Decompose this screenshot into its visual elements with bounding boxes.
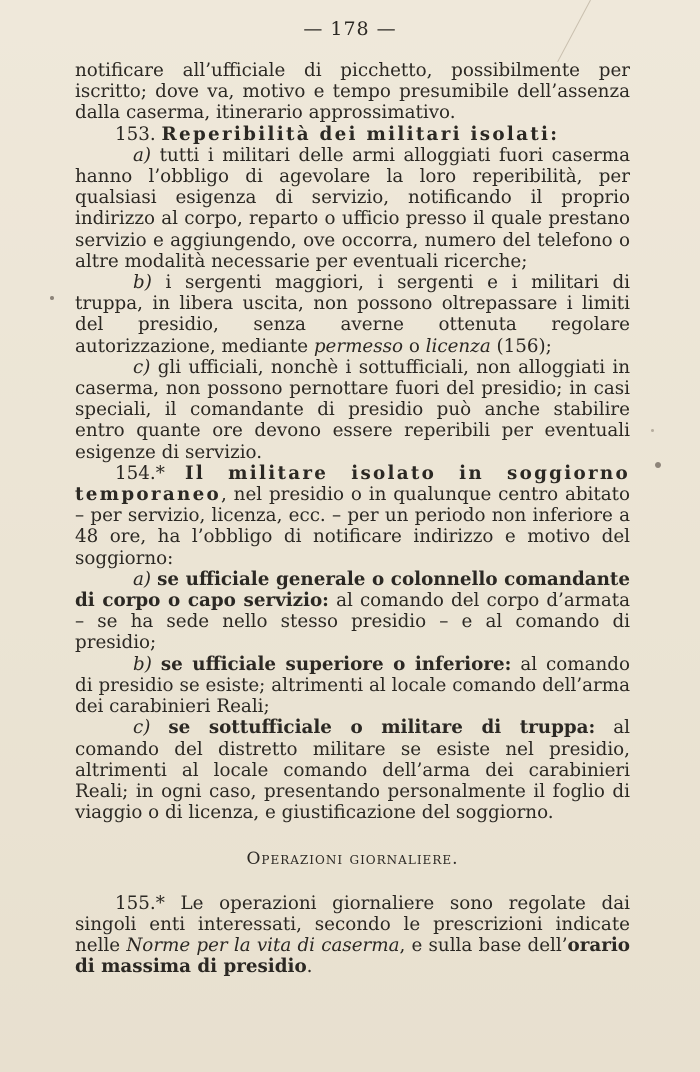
body-text (75, 60, 630, 977)
section-number: 155.* (115, 892, 165, 914)
item-text: al comando del distretto militare se esiste nel presidio, altrimenti al locale comando dell’arma dei carabinieri Reali; in ogni caso, presentando personalmente il foglio di viaggio o di licenza, e giustificazione del soggiorno. (75, 717, 630, 824)
item-bold: se sottufficiale o militare di truppa: (168, 717, 596, 739)
section-text: . (306, 956, 313, 978)
item-marker: c) (133, 717, 151, 739)
item-text: tutti i militari delle armi alloggiati fuori caserma hanno l’obbligo di agevolare la loro reperibilità, per qualsiasi esigenza di servizio, notificando il proprio indirizzo al corpo, reparto o ufficio presso il quale prestano servizio e aggiungendo, ove occorra, numero del telefono o altre modalità necessarie per eventuali ricerche; (75, 144, 630, 272)
item-marker: b) (133, 272, 152, 294)
paper-spot (50, 296, 54, 300)
section-text: , e sulla base dell’ (399, 934, 568, 956)
item-text: i sergenti maggiori, i sergenti e i militari di truppa, in libera uscita, non possono oltrepassare i limiti del presidio, senza averne ottenuta regolare autorizzazione, mediante (75, 272, 630, 357)
emphasis-orario: orario di massima di presidio (75, 934, 630, 978)
item-bold: se ufficiale superiore o inferiore: (160, 653, 512, 675)
paragraph-continuation: notificare all’ufficiale di picchetto, possibilmente per iscritto; dove va, motivo e tempo presumibile dell’assenza dalla caserma, itinerario approssimativo. (75, 60, 630, 124)
section-number: 153. (115, 123, 156, 145)
item-text: (156); (490, 335, 552, 357)
section-155 (75, 893, 630, 978)
emphasis-licenza: licenza (425, 335, 491, 357)
section-153-item-c (75, 357, 630, 463)
section-153-heading (75, 124, 630, 145)
page-number: — 178 — (303, 18, 397, 40)
paper-spot (655, 462, 661, 468)
item-marker: a) (133, 568, 152, 590)
item-marker: b) (133, 653, 152, 675)
section-text: Le operazioni giornaliere sono regolate dai singoli enti interessati, secondo le prescrizioni indicate nelle (75, 892, 630, 956)
item-marker: c) (133, 356, 151, 378)
section-154 (75, 463, 630, 569)
section-heading: Operazioni giornaliere. (246, 849, 459, 870)
section-154-item-b (75, 654, 630, 718)
section-153-item-a (75, 145, 630, 272)
section-154-item-a (75, 569, 630, 654)
item-text: gli ufficiali, nonchè i sottufficiali, non alloggiati in caserma, non possono pernottare fuori del presidio; in casi speciali, il comandante di presidio può anche stabilire entro quante ore devono essere reperibili per eventuali esigenze di servizio. (75, 356, 630, 463)
emphasis-norme: Norme per la vita di caserma (126, 934, 400, 956)
section-number: 154.* (115, 462, 165, 484)
item-bold: se ufficiale generale o colonnello comandante di corpo o capo servizio: (75, 568, 630, 612)
item-text: o (403, 335, 426, 357)
section-text: , nel presidio o in qualunque centro abitato – per servizio, licenza, ecc. – per un periodo non inferiore a 48 ore, ha l’obbligo di notificare indirizzo e motivo del soggiorno: (75, 484, 630, 569)
section-154-item-c (75, 717, 630, 823)
item-text: al comando di presidio se esiste; altrimenti al locale comando dell’arma dei carabinieri Reali; (75, 653, 630, 718)
emphasis-permesso: permesso (313, 335, 404, 357)
paper-spot (651, 429, 654, 432)
item-text: al comando del corpo d’armata – se ha sede nello stesso presidio – e al comando di presidio; (75, 590, 630, 654)
section-153-item-b (75, 272, 630, 357)
item-marker: a) (133, 144, 152, 166)
section-title: Il militare isolato in soggiorno temporaneo (75, 462, 630, 506)
section-title: Reperibilità dei militari isolati: (161, 123, 560, 145)
